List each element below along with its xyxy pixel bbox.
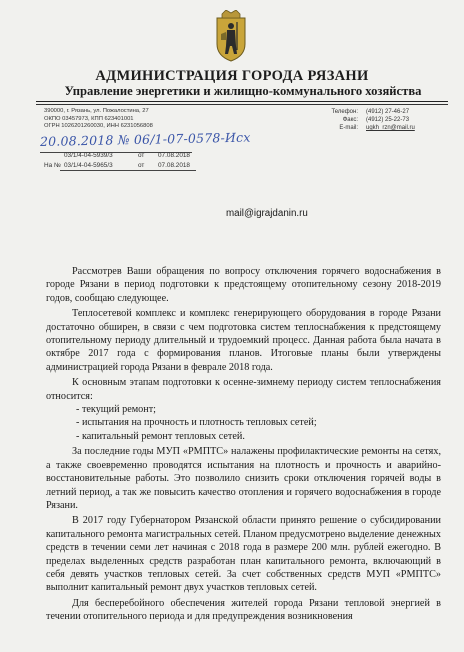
header-rule-thick [36, 101, 448, 102]
phone-value: (4912) 27-46-27 [366, 109, 410, 115]
ref1-from: от [138, 152, 145, 159]
address-line: ОГРН 1026201260030, ИНН 6231056808 [44, 123, 153, 130]
ref1-date: 07.08.2018 [158, 152, 190, 159]
ref2-number: 03/1/4-04-5965/3 [64, 162, 113, 169]
body-paragraph: К основным этапам подготовки к осенне-зимнему периоду систем теплоснабжения относится: [46, 377, 441, 402]
fax-value: (4912) 25-22-73 [366, 117, 410, 123]
recipient-email: mail@igrajdanin.ru [226, 208, 308, 219]
list-item: - капитальный ремонт тепловых сетей. [76, 430, 245, 442]
address-line: 390000, г. Рязань, ул. Пожалостина, 27 [44, 108, 149, 114]
body-paragraph: Теплосетевой комплекс и комплекс генерирующего оборудования в городе Рязани достаточно обширен, в связи с чем подготовка систем теплоснабжения к предстоящему отопительному периоду длительный и трудоемкий процесс. Данная работа была начата в октябре 2017 года с формирования планов. Итоговые планы были утверждены администрацией города Рязани в феврале 2018 года. [46, 308, 441, 373]
address-line: ОКПО 03457973, КПП 623401001 [44, 115, 134, 122]
list-item: - текущий ремонт; [76, 404, 156, 416]
department-title: Управление энергетики и жилищно-коммунального хозяйства [64, 84, 422, 98]
ref2-from: от [138, 162, 145, 169]
ref2-label: На № [44, 162, 61, 169]
body-paragraph: Для бесперебойного обеспечения жителей города Рязани тепловой энергией в течении отопительного периода и для предупреждения возникновения [46, 597, 441, 623]
email-label: E-mail: [339, 125, 358, 131]
contact-labels [322, 108, 358, 132]
address-block [44, 108, 153, 131]
body-paragraph: За последние годы МУП «РМПТС» налажены профилактические ремонты на сетях, а также своевременно проводятся испытания на плотность и прочность и аварийно-восстановительные работы. Это позволило снизить сроки отключения горячей воды в летний период, а так же повысить качество отопления и горячего водоснабжения в городе Рязани. [46, 446, 441, 511]
email-value: ugkh_rzn@mail.ru [366, 125, 415, 131]
letter-body [46, 265, 441, 624]
ref1-number: 03/1/4-04-5939/3 [64, 152, 113, 159]
org-title: АДМИНИСТРАЦИЯ ГОРОДА РЯЗАНИ [95, 68, 369, 84]
header-rule-thin [36, 104, 448, 105]
list-item: - испытания на прочность и плотность тепловых сетей; [76, 417, 317, 429]
ref2-date: 07.08.2018 [158, 162, 190, 169]
ryazan-coat-of-arms-icon [213, 10, 249, 62]
body-paragraph: В 2017 году Губернатором Рязанской области принято решение о субсидировании капитального ремонта магистральных сетей. Планом предусмотрено выделение денежных средств в течении семи лет начиная с 2018 года в размере 200 млн. рублей ежегодно. В пределах выделенных средств разработан план капитального ремонта, включающий в себя девять участков тепловых сетей. За счет собственных средств МУП «РМПТС» выполнит капитальный ремонт двух участков тепловых сетей. [46, 515, 441, 594]
fax-label: Факс: [342, 117, 358, 123]
phone-label: Телефон: [331, 109, 358, 115]
contact-values [366, 108, 415, 132]
handwritten-registration: 20.08.2018 № 06/1-07-0578-Исх [39, 129, 251, 149]
ref2-underline [60, 170, 196, 171]
body-paragraph: Рассмотрев Ваши обращения по вопросу отключения горячего водоснабжения в городе Рязани в период подготовки к предстоящему отопительному сезону 2018-2019 годов, сообщаю следующее. [46, 266, 441, 304]
